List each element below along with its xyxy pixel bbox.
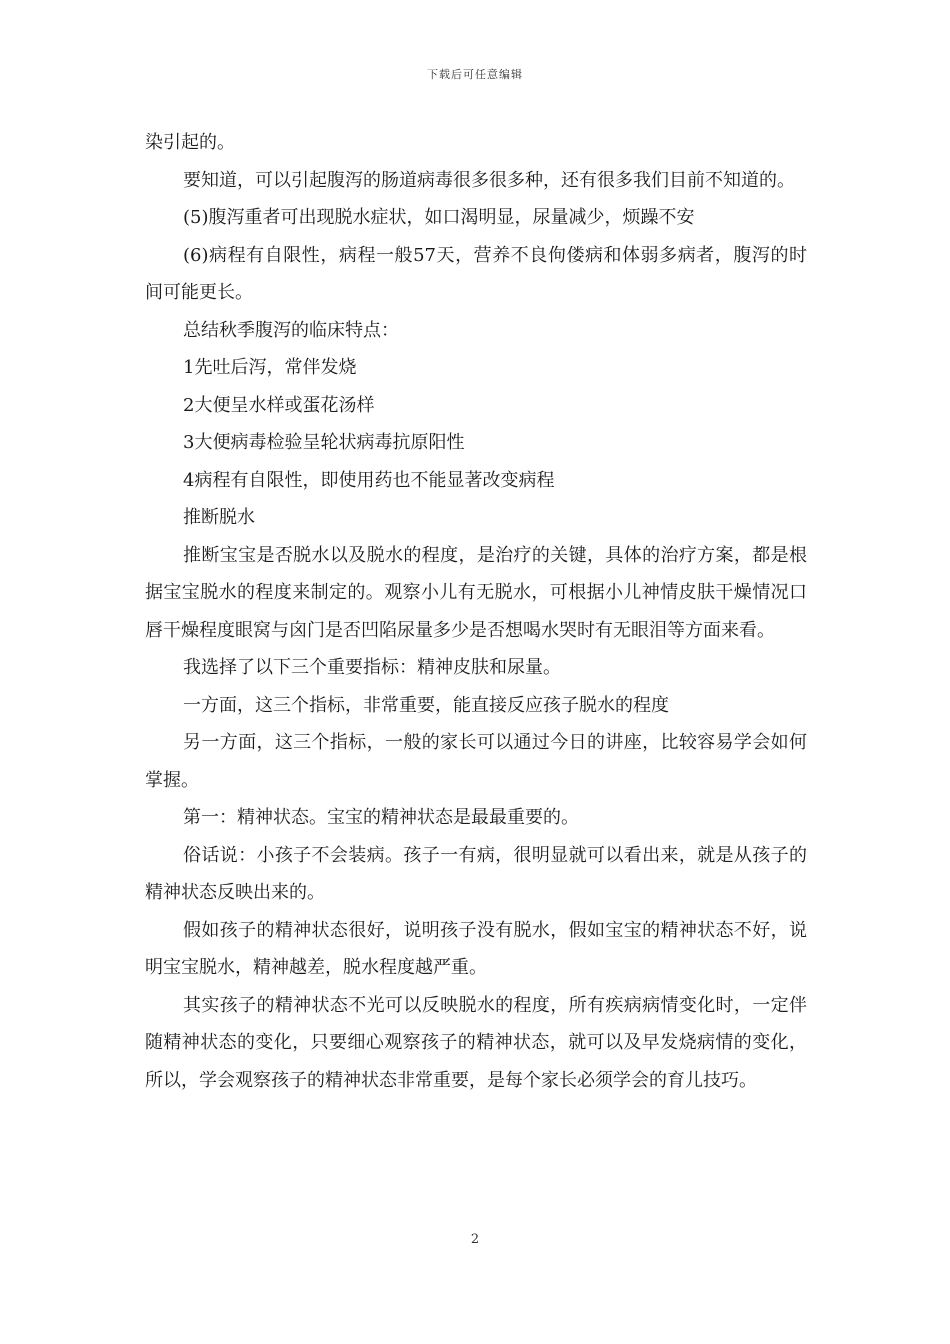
section-heading: 推断脱水 — [183, 507, 255, 528]
list-item: 2大便呈水样或蛋花汤样 — [183, 394, 375, 416]
page-number: 2 — [470, 1232, 480, 1247]
page-header: 下载后可任意编辑 — [427, 68, 523, 81]
list-item: 1先吐后泻，常伴发烧 — [183, 357, 357, 378]
paragraph: (5)腹泻重者可出现脱水症状，如口渴明显，尿量减少，烦躁不安 — [183, 207, 695, 228]
paragraph: 另一方面，这三个指标，一般的家长可以通过今日的讲座，比较容易学会如何掌握。 — [145, 732, 807, 791]
paragraph: 总结秋季腹泻的临床特点： — [183, 319, 399, 341]
paragraph: 要知道，可以引起腹泻的肠道病毒很多很多种，还有很多我们目前不知道的。 — [183, 169, 795, 191]
paragraph: 假如孩子的精神状态很好，说明孩子没有脱水，假如宝宝的精神状态不好，说明宝宝脱水，精神越差，脱水程度越严重。 — [145, 919, 807, 978]
paragraph: 推断宝宝是否脱水以及脱水的程度，是治疗的关键，具体的治疗方案，都是根据宝宝脱水的程度来制定的。观察小儿有无脱水，可根据小儿神情皮肤干燥情况口唇干燥程度眼窝与囟门是否凹陷尿量多少是否想喝水哭时有无眼泪等方面来看。 — [145, 544, 807, 641]
paragraph: 我选择了以下三个重要指标：精神皮肤和尿量。 — [183, 657, 561, 678]
paragraph: (6)病程有自限性，病程一般57天，营养不良佝偻病和体弱多病者，腹泻的时间可能更长。 — [145, 244, 807, 303]
list-item: 4病程有自限性，即使用药也不能显著改变病程 — [183, 469, 555, 491]
paragraph: 其实孩子的精神状态不光可以反映脱水的程度，所有疾病病情变化时，一定伴随精神状态的变化，只要细心观察孩子的精神状态，就可以及早发烧病情的变化，所以，学会观察孩子的精神状态非常重要，是每个家长必须学会的育儿技巧。 — [145, 994, 807, 1091]
document-body — [145, 124, 807, 1099]
list-item: 3大便病毒检验呈轮状病毒抗原阳性 — [183, 432, 465, 453]
paragraph: 第一：精神状态。宝宝的精神状态是最最重要的。 — [183, 807, 579, 828]
paragraph: 一方面，这三个指标，非常重要，能直接反应孩子脱水的程度 — [183, 694, 669, 716]
paragraph-continuation: 染引起的。 — [145, 132, 235, 153]
paragraph: 俗话说：小孩子不会装病。孩子一有病，很明显就可以看出来，就是从孩子的精神状态反映出来的。 — [145, 844, 807, 903]
